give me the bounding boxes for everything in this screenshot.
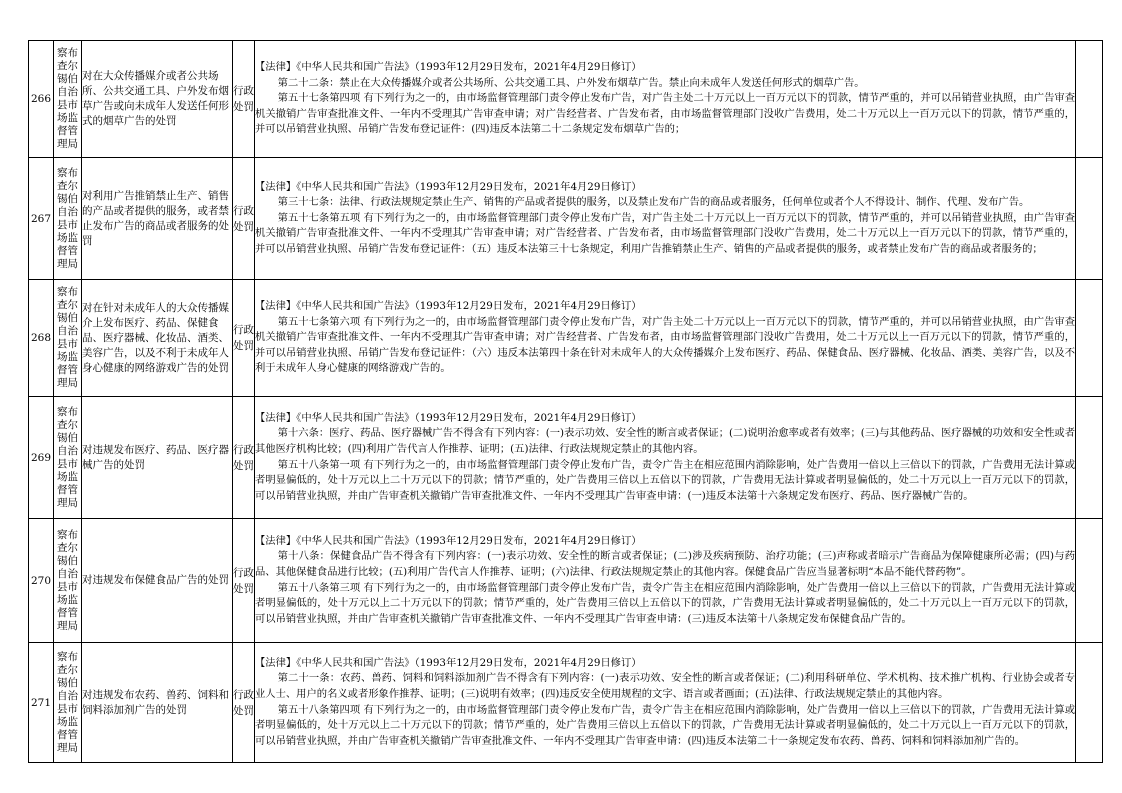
legal-basis-cell <box>255 280 1076 397</box>
department-cell: 察布查尔锡伯自治县市场监督管理局 <box>54 643 82 763</box>
law-title: 【法律】《中华人民共和国广告法》（1993年12月29日发布，2021年4月29日修订） <box>255 534 642 547</box>
empty-cell <box>1076 280 1103 397</box>
type-cell: 行政处罚 <box>233 158 255 280</box>
table-row <box>29 519 1103 643</box>
department-cell: 察布查尔锡伯自治县市场监督管理局 <box>54 158 82 280</box>
type-cell: 行政处罚 <box>233 519 255 643</box>
article-text: 第五十七条第五项 有下列行为之一的，由市场监督管理部门责令停止发布广告，对广告主处二十万元以上一百万元以下的罚款，情节严重的，并可以吊销营业执照，由广告审查机关撤销广告审查批准文件、一年内不受理其广告审查申请；对广告经营者、广告发布者，由市场监督管理部门没收广告费用，处二十万元以上一百万元以下的罚款，情节严重的，并可以吊销营业执照、吊销广告发布登记证件：（五）违反本法第三十七条规定，利用广告推销禁止生产、销售的产品或者提供的服务，或者禁止发布广告的商品或者服务的； <box>255 211 1075 255</box>
item-name-cell: 对在针对未成年人的大众传播媒介上发布医疗、药品、保健食品、医疗器械、化妆品、酒类、美容广告，以及不利于未成年人身心健康的网络游戏广告的处罚 <box>82 280 233 397</box>
type-cell: 行政处罚 <box>233 280 255 397</box>
type-cell: 行政处罚 <box>233 41 255 158</box>
legal-basis-cell <box>255 519 1076 643</box>
empty-cell <box>1076 519 1103 643</box>
empty-cell <box>1076 397 1103 519</box>
table-row <box>29 643 1103 763</box>
law-title: 【法律】《中华人民共和国广告法》（1993年12月29日发布，2021年4月29日修订） <box>255 61 642 74</box>
row-number: 269 <box>29 397 54 519</box>
table-row <box>29 41 1103 158</box>
item-name-cell: 对违规发布医疗、药品、医疗器械广告的处罚 <box>82 397 233 519</box>
department-cell: 察布查尔锡伯自治县市场监督管理局 <box>54 41 82 158</box>
table-row <box>29 397 1103 519</box>
item-name-cell: 对违规发布农药、兽药、饲料和饲料添加剂广告的处罚 <box>82 643 233 763</box>
law-title: 【法律】《中华人民共和国广告法》（1993年12月29日发布，2021年4月29日修订） <box>255 300 642 313</box>
item-name-cell: 对利用广告推销禁止生产、销售的产品或者提供的服务，或者禁止发布广告的商品或者服务的处罚 <box>82 158 233 280</box>
legal-basis-cell <box>255 643 1076 763</box>
item-name-cell: 对违规发布保健食品广告的处罚 <box>82 519 233 643</box>
article-text: 第五十八条第四项 有下列行为之一的，由市场监督管理部门责令停止发布广告，责令广告主在相应范围内消除影响，处广告费用一倍以上三倍以下的罚款，广告费用无法计算或者明显偏低的，处十万元以上二十万元以下的罚款；情节严重的，处广告费用三倍以上五倍以下的罚款，广告费用无法计算或者明显偏低的，处二十万元以上一百万元以下的罚款，可以吊销营业执照，并由广告审查机关撤销广告审查批准文件、一年内不受理其广告审查申请：(四)违反本法第二十一条规定发布农药、兽药、饲料和饲料添加剂广告的。 <box>255 703 1075 747</box>
article-text: 第五十八条第一项 有下列行为之一的，由市场监督管理部门责令停止发布广告，责令广告主在相应范围内消除影响，处广告费用一倍以上三倍以下的罚款，广告费用无法计算或者明显偏低的，处十万元以上二十万元以下的罚款；情节严重的，处广告费用三倍以上五倍以下的罚款，广告费用无法计算或者明显偏低的，处二十万元以上一百万元以下的罚款，可以吊销营业执照，并由广告审查机关撤销广告审查批准文件、一年内不受理其广告审查申请：(一)违反本法第十六条规定发布医疗、药品、医疗器械广告的。 <box>255 458 1075 502</box>
row-number: 266 <box>29 41 54 158</box>
article-text: 第五十八条第三项 有下列行为之一的，由市场监督管理部门责令停止发布广告，责令广告主在相应范围内消除影响，处广告费用一倍以上三倍以下的罚款，广告费用无法计算或者明显偏低的，处十万元以上二十万元以下的罚款；情节严重的，处广告费用三倍以上五倍以下的罚款，广告费用无法计算或者明显偏低的，处二十万元以上一百万元以下的罚款，可以吊销营业执照，并由广告审查机关撤销广告审查批准文件、一年内不受理其广告审查申请：(三)违反本法第十八条规定发布保健食品广告的。 <box>255 581 1075 625</box>
article-text: 第五十七条第四项 有下列行为之一的，由市场监督管理部门责令停止发布广告，对广告主处二十万元以上一百万元以下的罚款，情节严重的，并可以吊销营业执照，由广告审查机关撤销广告审查批准文件、一年内不受理其广告审查申请；对广告经营者、广告发布者，由市场监督管理部门没收广告费用，处二十万元以上一百万元以下的罚款，情节严重的，并可以吊销营业执照、吊销广告发布登记证件：(四)违反本法第二十二条规定发布烟草广告的； <box>255 92 1075 136</box>
article-text: 第五十七条第六项 有下列行为之一的，由市场监督管理部门责令停止发布广告，对广告主处二十万元以上一百万元以下的罚款，情节严重的，并可以吊销营业执照，由广告审查机关撤销广告审查批准文件、一年内不受理其广告审查申请；对广告经营者、广告发布者，由市场监督管理部门没收广告费用，处二十万元以上一百万元以下的罚款，情节严重的，并可以吊销营业执照、吊销广告发布登记证件：（六）违反本法第四十条在针对未成年人的大众传播媒介上发布医疗、药品、保健食品、医疗器械、化妆品、酒类、美容广告，以及不利于未成年人身心健康的网络游戏广告的。 <box>255 315 1075 375</box>
legal-basis-cell <box>255 41 1076 158</box>
empty-cell <box>1076 158 1103 280</box>
law-title: 【法律】《中华人民共和国广告法》（1993年12月29日发布，2021年4月29日修订） <box>255 411 642 424</box>
department-cell: 察布查尔锡伯自治县市场监督管理局 <box>54 397 82 519</box>
penalty-items-table <box>28 40 1103 763</box>
row-number: 268 <box>29 280 54 397</box>
department-cell: 察布查尔锡伯自治县市场监督管理局 <box>54 519 82 643</box>
article-text: 第十八条：保健食品广告不得含有下列内容：(一)表示功效、安全性的断言或者保证；(二)涉及疾病预防、治疗功能；(三)声称或者暗示广告商品为保障健康所必需；(四)与药品、其他保健食品进行比较；(五)利用广告代言人作推荐、证明；(六)法律、行政法规规定禁止的其他内容。保健食品广告应当显著标明“本品不能代替药物”。 <box>255 550 1075 578</box>
type-cell: 行政处罚 <box>233 643 255 763</box>
empty-cell <box>1076 643 1103 763</box>
department-cell: 察布查尔锡伯自治县市场监督管理局 <box>54 280 82 397</box>
row-number: 270 <box>29 519 54 643</box>
table-row <box>29 158 1103 280</box>
empty-cell <box>1076 41 1103 158</box>
type-cell: 行政处罚 <box>233 397 255 519</box>
legal-basis-cell <box>255 397 1076 519</box>
row-number: 271 <box>29 643 54 763</box>
law-title: 【法律】《中华人民共和国广告法》（1993年12月29日发布，2021年4月29日修订） <box>255 656 642 669</box>
item-name-cell: 对在大众传播媒介或者公共场所、公共交通工具、户外发布烟草广告或向未成年人发送任何形式的烟草广告的处罚 <box>82 41 233 158</box>
article-text: 第十六条：医疗、药品、医疗器械广告不得含有下列内容：(一)表示功效、安全性的断言或者保证；(二)说明治愈率或者有效率；(三)与其他药品、医疗器械的功效和安全性或者其他医疗机构比较；(四)利用广告代言人作推荐、证明；(五)法律、行政法规规定禁止的其他内容。 <box>255 427 1075 455</box>
table-row <box>29 280 1103 397</box>
article-text: 第三十七条：法律、行政法规规定禁止生产、销售的产品或者提供的服务，以及禁止发布广告的商品或者服务，任何单位或者个人不得设计、制作、代理、发布广告。 <box>277 196 1030 209</box>
article-text: 第二十一条：农药、兽药、饲料和饲料添加剂广告不得含有下列内容：(一)表示功效、安全性的断言或者保证；(二)利用科研单位、学术机构、技术推广机构、行业协会或者专业人士、用户的名义或者形象作推荐、证明；(三)说明有效率；(四)违反安全使用规程的文字、语言或者画面；(五)法律、行政法规规定禁止的其他内容。 <box>255 672 1075 700</box>
row-number: 267 <box>29 158 54 280</box>
article-text: 第二十二条：禁止在大众传播媒介或者公共场所、公共交通工具、户外发布烟草广告。禁止向未成年人发送任何形式的烟草广告。 <box>277 76 865 89</box>
legal-basis-cell <box>255 158 1076 280</box>
law-title: 【法律】《中华人民共和国广告法》（1993年12月29日发布，2021年4月29日修订） <box>255 180 642 193</box>
